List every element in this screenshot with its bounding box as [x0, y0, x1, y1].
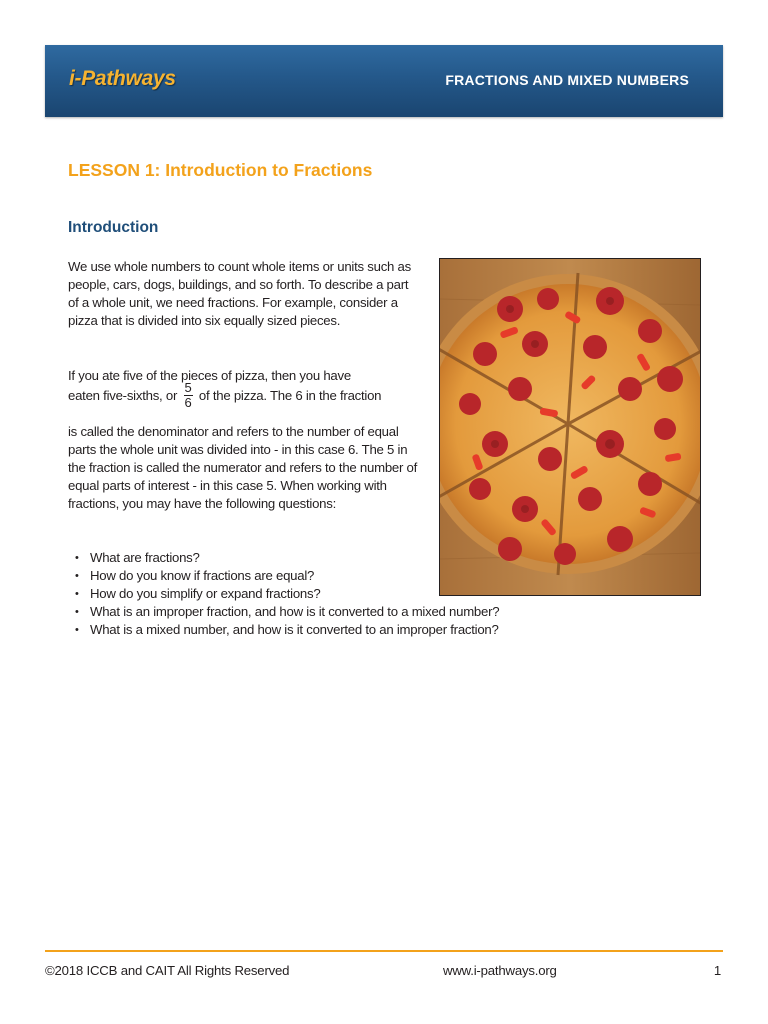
- header-title: FRACTIONS AND MIXED NUMBERS: [445, 72, 689, 88]
- pizza-illustration: [440, 259, 700, 595]
- five-sixths-fraction: [184, 381, 193, 410]
- list-item-text: What is a mixed number, and how is it converted to an improper fraction?: [90, 622, 499, 637]
- questions-list: [68, 549, 499, 639]
- fraction-paragraph-line2: [68, 380, 382, 413]
- list-item-text: How do you know if fractions are equal?: [90, 568, 315, 583]
- text-after-fraction: of the pizza. The 6 in the fraction: [198, 388, 382, 403]
- list-item: [68, 549, 499, 567]
- fraction-denominator: 6: [184, 395, 192, 410]
- footer-website-link[interactable]: www.i-pathways.org: [443, 963, 557, 978]
- list-item-text: How do you simplify or expand fractions?: [90, 586, 321, 601]
- page-number: 1: [713, 963, 721, 978]
- footer-divider: [45, 950, 723, 952]
- fraction-paragraph-line1: If you ate five of the pieces of pizza, then you have: [68, 368, 351, 383]
- page-header-banner: [45, 45, 723, 117]
- footer-copyright: ©2018 ICCB and CAIT All Rights Reserved: [45, 963, 290, 978]
- list-item: [68, 567, 499, 585]
- list-item-text: What are fractions?: [90, 550, 200, 565]
- bullet-icon: •: [75, 570, 79, 582]
- bullet-icon: •: [75, 588, 79, 600]
- fraction-paragraph-rest: is called the denominator and refers to the number of equal parts the whole unit was divided into - in this case 6. The 5 in the fraction is called the numerator and refers to the number of equal parts of interest - in this case 5. When working with fractions, you may have the following questions:: [68, 424, 418, 511]
- list-item: [68, 603, 499, 621]
- list-item: [68, 585, 499, 603]
- bullet-icon: •: [75, 552, 79, 564]
- list-item-text: What is an improper fraction, and how is it converted to a mixed number?: [90, 604, 500, 619]
- fraction-numerator: 5: [184, 380, 192, 395]
- intro-paragraph: We use whole numbers to count whole items or units such as people, cars, dogs, buildings, and so forth. To describe a part of a whole unit, we need fractions. For example, consider a pizza that is divided into six equally sized pieces.: [68, 259, 411, 328]
- pizza-image: [439, 258, 701, 596]
- bullet-icon: •: [75, 624, 79, 636]
- bullet-icon: •: [75, 606, 79, 618]
- list-item: [68, 621, 499, 639]
- section-title: Introduction: [68, 219, 159, 236]
- lesson-title: LESSON 1: Introduction to Fractions: [68, 160, 373, 180]
- text-before-fraction: eaten five-sixths, or: [68, 388, 178, 403]
- i-pathways-logo: i-Pathways: [69, 67, 176, 90]
